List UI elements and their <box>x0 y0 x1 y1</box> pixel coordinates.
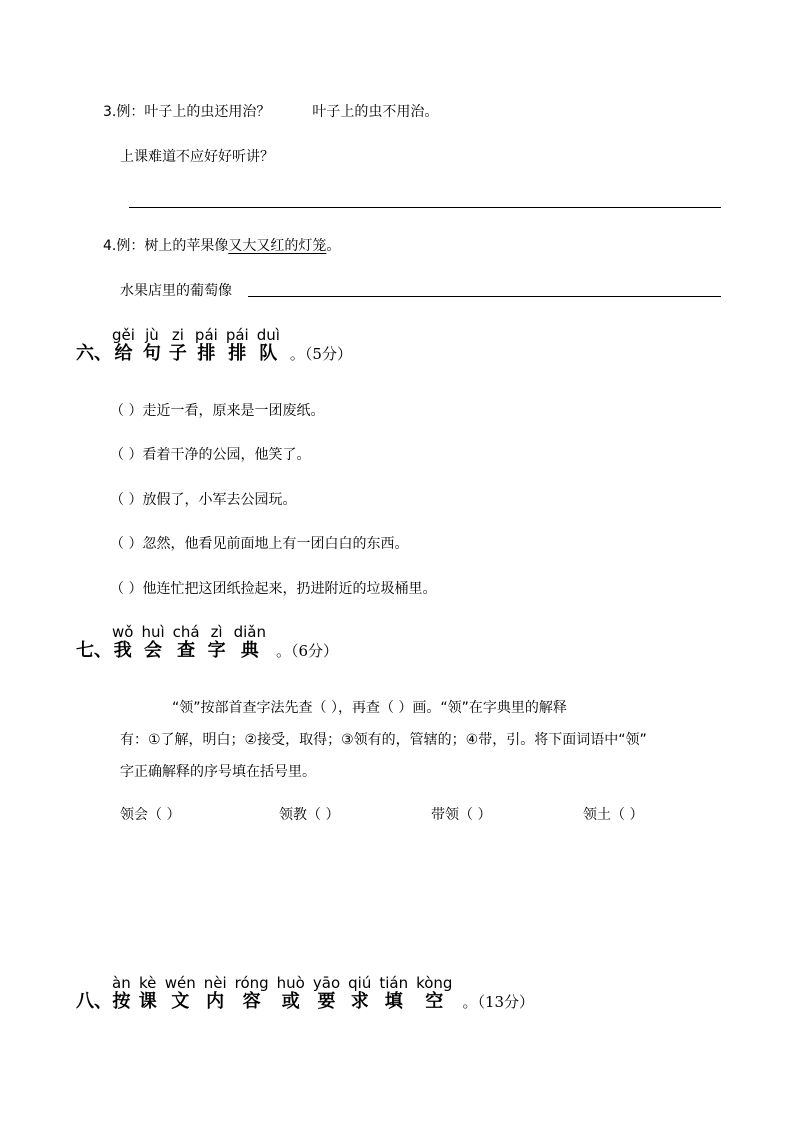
section8-hanzi: 内 <box>206 991 225 1012</box>
section8-char <box>379 975 408 1013</box>
section6-char <box>143 327 161 365</box>
section6-item: （ ）忽然，他看见前面地上有一团白白的东西。 <box>110 536 409 552</box>
section8-char <box>139 975 157 1013</box>
section7-pinyin: wǒ <box>112 623 134 641</box>
section8-pinyin: àn <box>112 974 131 992</box>
section6-pinyin: duì <box>256 326 280 344</box>
q4-task: 水果店里的葡萄像 <box>120 283 232 299</box>
section8-hanzi: 要 <box>317 991 336 1012</box>
section8-hanzi: 容 <box>242 991 261 1012</box>
section8-hanzi: 文 <box>171 991 190 1012</box>
section6-pinyin: pái <box>225 326 249 344</box>
section6-pinyin: jù <box>145 326 159 344</box>
section8-pinyin: nèi <box>203 974 227 992</box>
section8-char <box>112 975 131 1013</box>
section8-pinyin: qiú <box>348 974 372 992</box>
section6-heading <box>76 327 352 365</box>
section6-item: （ ）他连忙把这团纸捡起来，扔进附近的垃圾桶里。 <box>110 581 437 597</box>
section6-hanzi: 句 <box>142 343 161 364</box>
section8-char <box>165 975 196 1013</box>
section8-hanzi: 或 <box>281 991 300 1012</box>
section8-char <box>348 975 371 1013</box>
section6-pinyin: gěi <box>112 326 135 344</box>
section8-char <box>235 975 269 1013</box>
q4-example-underlined: 又大又红的灯笼 <box>228 238 327 254</box>
section6-hanzi: 排 <box>197 343 216 364</box>
q3-example-question: 叶子上的虫还用治？ <box>144 104 271 120</box>
section6-char <box>257 327 280 365</box>
section8-char <box>204 975 227 1013</box>
section8-char <box>277 975 305 1013</box>
section7-heading <box>76 624 338 662</box>
section7-char <box>234 624 266 662</box>
section8-char <box>416 975 452 1013</box>
section8-pinyin: kòng <box>416 974 453 992</box>
section7-hanzi: 典 <box>240 640 259 661</box>
q4-example <box>103 236 340 256</box>
section6-char <box>112 327 135 365</box>
section8-pinyin: róng <box>234 974 269 992</box>
section7-pinyin: huì <box>141 623 165 641</box>
section6-char <box>226 327 249 365</box>
section7-char <box>208 624 226 662</box>
section6-hanzi: 子 <box>168 343 187 364</box>
section7-pinyin: diǎn <box>233 623 266 641</box>
q3-example-prefix: 3.例： <box>103 104 145 120</box>
section8-pinyin: huò <box>276 974 305 992</box>
section6-hanzi: 排 <box>228 343 247 364</box>
section7-word-lingjui: 领会（ ） <box>120 807 181 823</box>
section6-hanzi: 队 <box>259 343 278 364</box>
section6-pinyin: zi <box>171 326 184 344</box>
section7-score: 。（6分） <box>275 642 339 660</box>
q4-example-prefix: 4.例：树上的苹果像 <box>103 238 229 254</box>
section8-score: 。（13分） <box>462 993 535 1011</box>
section6-char <box>195 327 218 365</box>
section7-hanzi: 会 <box>144 640 163 661</box>
section7-para-line2: 有：①了解，明白；②接受，取得；③领有的，管辖的；④带，引。将下面词语中“领” <box>120 732 647 748</box>
section7-pinyin: chá <box>172 623 200 641</box>
section8-pinyin: tián <box>379 974 409 992</box>
section6-number: 六、 <box>76 343 112 364</box>
section6-hanzi: 给 <box>114 343 133 364</box>
section7-hanzi: 我 <box>113 640 132 661</box>
section8-hanzi: 空 <box>425 991 444 1012</box>
section7-hanzi: 字 <box>207 640 226 661</box>
q3-answer-line[interactable] <box>129 207 721 208</box>
section7-char <box>112 624 133 662</box>
section8-hanzi: 求 <box>350 991 369 1012</box>
section8-pinyin: wén <box>164 974 196 992</box>
q3-task: 上课难道不应好好听讲？ <box>120 149 274 165</box>
section8-heading <box>76 975 534 1013</box>
section8-char <box>313 975 340 1013</box>
section8-hanzi: 按 <box>112 991 131 1012</box>
section7-char <box>141 624 164 662</box>
section6-item: （ ）看着干净的公园，他笑了。 <box>110 447 311 463</box>
q4-answer-line[interactable] <box>248 296 721 297</box>
section6-item: （ ）走近一看，原来是一团废纸。 <box>110 403 325 419</box>
section8-number: 八、 <box>76 991 112 1012</box>
section6-item: （ ）放假了，小军去公园玩。 <box>110 492 297 508</box>
section7-para-line1: “领”按部首查字法先查（ ），再查（ ）画。“领”在字典里的解释 <box>172 700 567 716</box>
section7-word-lingjiao: 领教（ ） <box>279 807 340 823</box>
section7-word-lingtu: 领土（ ） <box>583 807 644 823</box>
section8-pinyin: kè <box>139 974 157 992</box>
section7-word-dailing: 带领（ ） <box>431 807 492 823</box>
section7-char <box>173 624 200 662</box>
section7-number: 七、 <box>76 640 112 661</box>
section7-hanzi: 查 <box>177 640 196 661</box>
q4-example-end: 。 <box>326 238 341 254</box>
q3-example <box>103 102 438 122</box>
section8-hanzi: 填 <box>384 991 403 1012</box>
section7-pinyin: zì <box>210 623 223 641</box>
q3-example-answer: 叶子上的虫不用治。 <box>312 104 439 120</box>
section6-char <box>169 327 187 365</box>
section8-pinyin: yāo <box>312 974 341 992</box>
section6-pinyin: pái <box>194 326 218 344</box>
section6-score: 。（5分） <box>289 345 352 363</box>
section8-hanzi: 课 <box>138 991 157 1012</box>
section7-para-line3: 字正确解释的序号填在括号里。 <box>120 764 316 780</box>
